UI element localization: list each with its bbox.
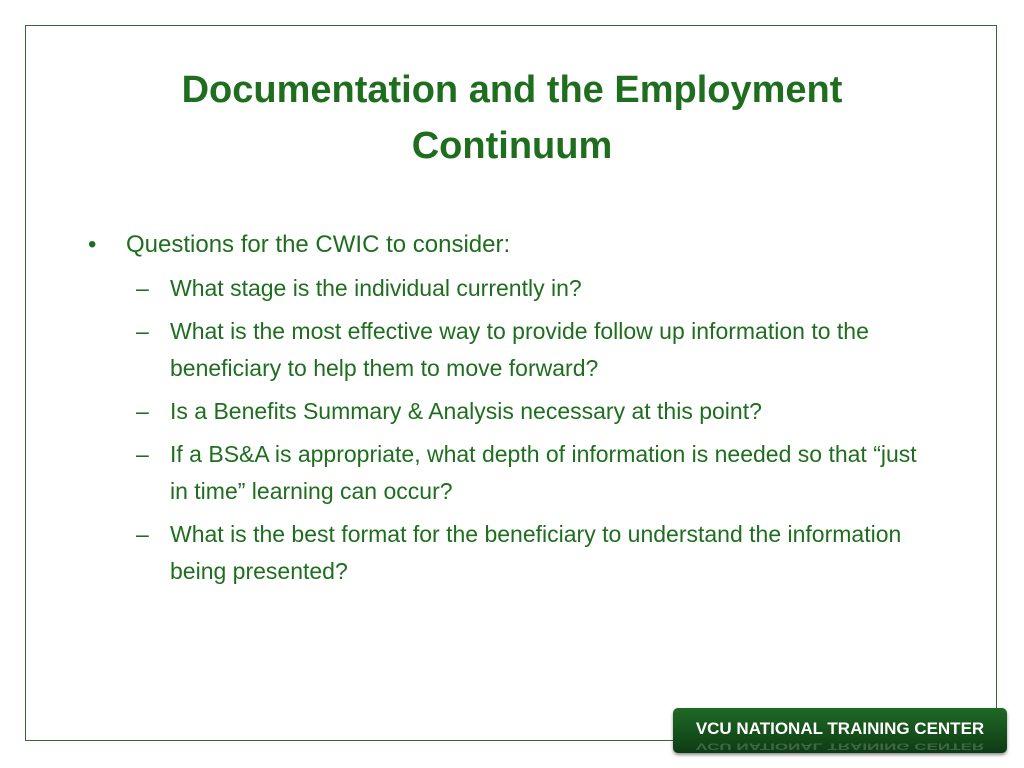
dash-marker: –	[136, 398, 149, 424]
title-line-1: Documentation and the Employment	[181, 69, 843, 111]
slide-content	[88, 226, 948, 590]
vcu-logo-badge	[673, 708, 1007, 753]
dash-marker: –	[136, 275, 149, 301]
sub-bullet-text: Is a Benefits Summary & Analysis necessary at this point?	[170, 398, 762, 424]
bullet-text: Questions for the CWIC to consider:	[126, 231, 511, 258]
bullet-item	[88, 226, 948, 264]
title-line-2: Continuum	[411, 125, 613, 167]
sub-bullet-text: What is the most effective way to provide follow up information to the beneficiary to help them to move forward?	[170, 318, 869, 381]
dash-marker: –	[136, 441, 149, 467]
sub-bullet-item	[136, 313, 948, 387]
sub-bullet-text: If a BS&A is appropriate, what depth of information is needed so that “just in time” learning can occur?	[170, 441, 917, 504]
sub-bullet-text: What stage is the individual currently in?	[170, 275, 582, 301]
bullet-marker: •	[88, 231, 97, 258]
sub-bullet-item	[136, 270, 948, 307]
sub-bullet-item	[136, 393, 948, 430]
sub-bullet-item	[136, 516, 948, 590]
logo-text: VCU NATIONAL TRAINING CENTER	[695, 718, 985, 738]
sub-bullet-list	[88, 270, 948, 590]
sub-bullet-text: What is the best format for the beneficiary to understand the information being presented?	[170, 521, 902, 584]
dash-marker: –	[136, 521, 149, 547]
sub-bullet-item	[136, 436, 948, 510]
slide-title	[40, 62, 984, 174]
logo-reflection: VCU NATIONAL TRAINING CENTER	[695, 741, 985, 752]
dash-marker: –	[136, 318, 149, 344]
